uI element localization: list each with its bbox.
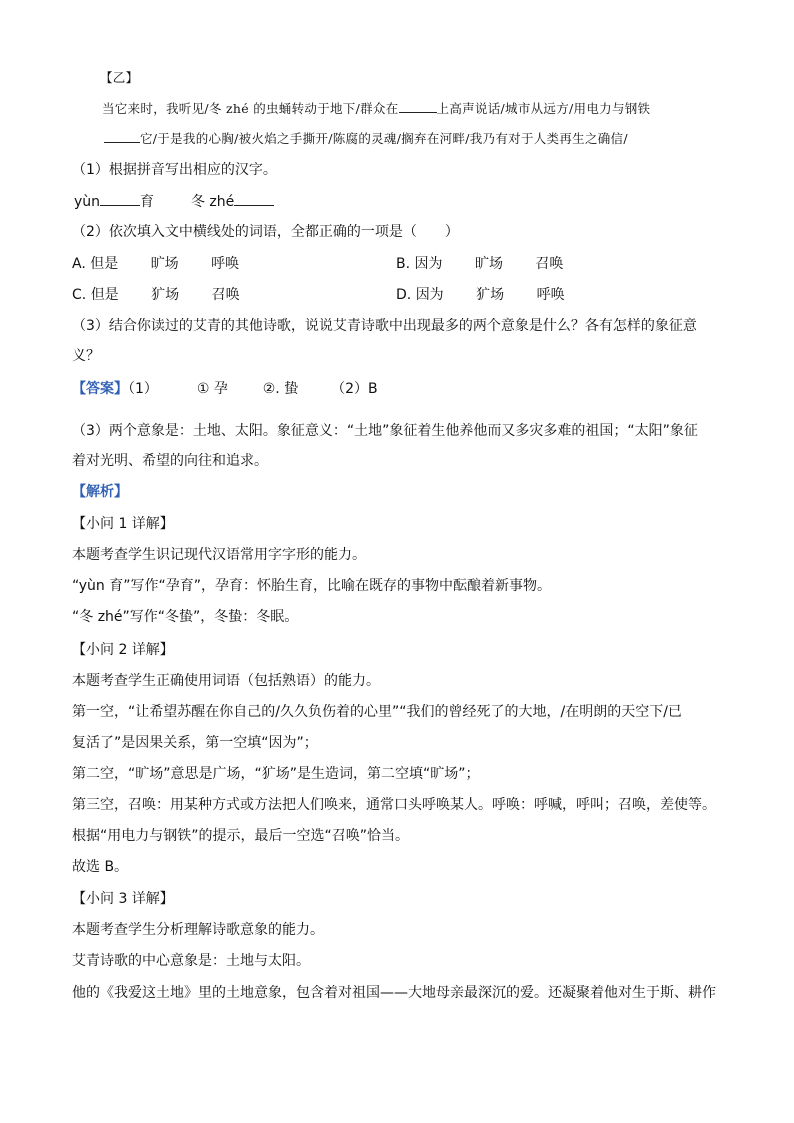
question-1-pinyin-row [74,191,274,212]
question-3-line-1: （3）结合你读过的艾青的其他诗歌，说说艾青诗歌中出现最多的两个意象是什么？各有怎样的象征意 [72,318,697,334]
subquestion-1-line-3: “冬 zhé”写作“冬蛰”，冬蛰：冬眠。 [72,609,299,625]
answer-part-1-prefix: （1） [128,381,158,397]
subquestion-1-line-2: “yùn 育”写作“孕育”，孕育：怀胎生育，比喻在既存的事物中酝酿着新事物。 [72,578,551,594]
option-word: 但是 [90,256,119,272]
option-key: B. [396,256,411,272]
answer-line-2: （3）两个意象是：土地、太阳。象征意义：“土地”象征着生他养他而又多灾多难的祖国；“太阳”象征 [72,423,698,439]
answer-label: 【答案】 [72,381,128,397]
option-c [72,285,240,305]
poem-line-2-part-b: 它/于是我的心胸/被火焰之手撕开/陈腐的灵魂/搁弃在河畔/我乃有对于人类再生之确信/ [140,131,628,146]
subquestion-2-line-2: 第一空，“让希望苏醒在你自己的/久久负伤着的心里”“我们的曾经死了的大地，/在明朗的天空下/已 [72,704,682,720]
subquestion-1-line-1: 本题考查学生识记现代汉语常用字字形的能力。 [72,547,366,563]
option-word: 旷场 [474,256,503,272]
option-word: 召唤 [211,287,240,303]
answer-part-2: （2）B [331,381,378,397]
poem-line-1-part-b: 上高声说话/城市从远方/用电力与钢铁 [436,101,651,116]
subquestion-2-line-6: 根据“用电力与钢铁”的提示，最后一空选“召唤”恰当。 [72,828,410,844]
answer-char-2: 蛰 [284,381,299,397]
option-word: 犷场 [476,287,505,303]
poem-line-2 [104,128,628,149]
section-yi-header: 【乙】 [100,70,139,85]
option-key: A. [72,256,86,272]
option-word: 但是 [90,287,119,303]
option-word: 因为 [415,287,444,303]
answer-mark-1: ① [196,381,210,397]
option-word: 召唤 [535,256,564,272]
subquestion-3-line-2: 艾青诗歌的中心意象是：土地与太阳。 [72,953,310,969]
subquestion-2-line-7: 故选 B。 [72,859,129,875]
subquestion-3-title: 【小问 3 详解】 [72,891,174,907]
fill-blank-1 [399,98,437,113]
option-word: 呼唤 [536,287,565,303]
option-d [396,285,565,305]
option-word: 因为 [414,256,443,272]
fill-blank-yun [100,191,140,206]
option-word: 犷场 [151,287,180,303]
pinyin-yun: yùn [74,194,101,210]
question-2: （2）依次填入文中横线处的词语，全都正确的一项是（ ） [72,224,459,240]
fill-blank-zhe [234,191,274,206]
option-word: 呼唤 [211,256,240,272]
fill-blank-2 [104,128,140,143]
subquestion-2-line-4: 第二空，“旷场”意思是广场，“犷场”是生造词，第二空填“旷场”； [72,766,480,782]
answer-line-3: 着对光明、希望的向往和追求。 [72,453,268,469]
option-b [396,254,563,274]
pinyin-dongzhe: 冬 zhé [190,194,235,210]
option-a [72,254,239,274]
subquestion-3-line-3: 他的《我爱这土地》里的土地意象，包含着对祖国——大地母亲最深沉的爱。还凝聚着他对生于斯、耕作 [72,985,716,1001]
answer-line-1 [72,379,378,399]
subquestion-2-line-3: 复活了”是因果关系，第一空填“因为”； [72,735,318,751]
analysis-label: 【解析】 [72,484,128,500]
subquestion-1-title: 【小问 1 详解】 [72,516,174,532]
question-3-line-2: 义？ [72,348,100,364]
question-1: （1）根据拼音写出相应的汉字。 [72,162,277,178]
char-yu: 育 [140,194,155,210]
answer-mark-2: ②. [262,381,280,397]
poem-line-1 [102,98,650,119]
subquestion-2-line-5: 第三空，召唤：用某种方式或方法把人们唤来，通常口头呼唤某人。呼唤：呼喊，呼叫；召唤，差使等。 [72,797,716,813]
poem-line-1-part-a: 当它来时，我听见/冬 zhé 的虫蛹转动于地下/群众在 [102,101,399,116]
option-key: C. [72,287,87,303]
subquestion-2-line-1: 本题考查学生正确使用词语（包括熟语）的能力。 [72,673,380,689]
answer-char-1: 孕 [213,381,228,397]
subquestion-3-line-1: 本题考查学生分析理解诗歌意象的能力。 [72,922,324,938]
option-key: D. [396,287,412,303]
option-word: 旷场 [150,256,179,272]
subquestion-2-title: 【小问 2 详解】 [72,642,174,658]
